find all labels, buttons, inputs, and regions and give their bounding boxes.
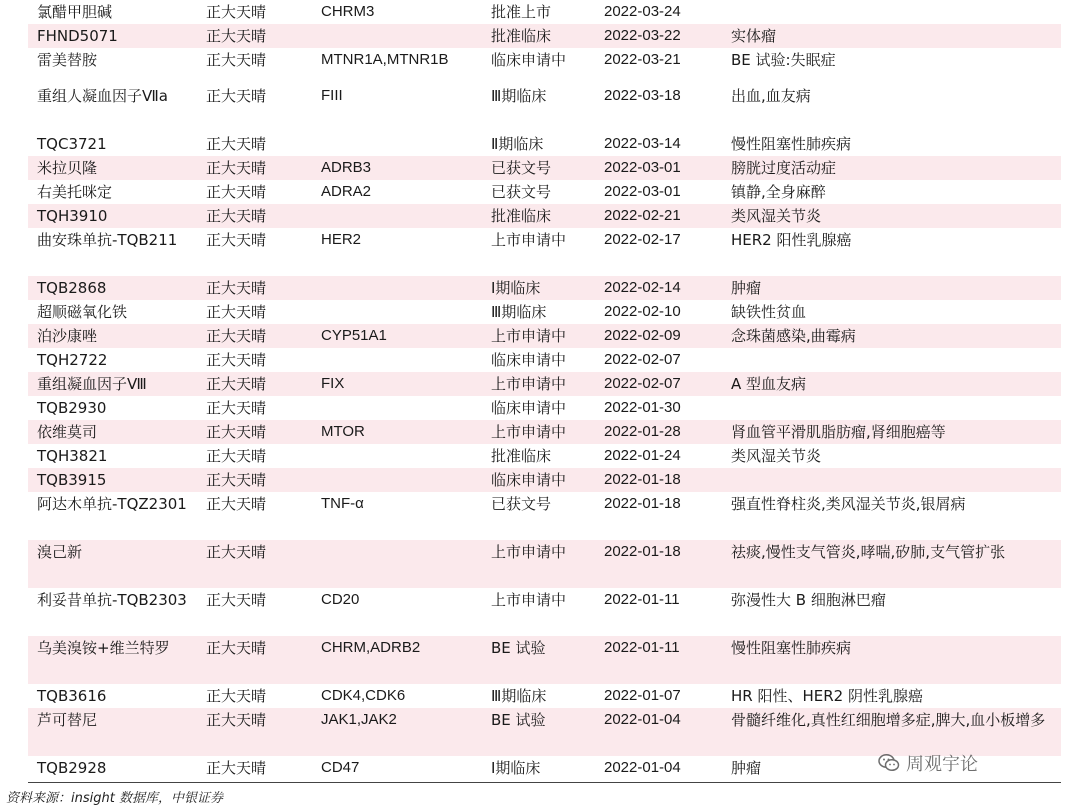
company-cell: 正大天晴	[198, 708, 313, 756]
indication-cell	[723, 348, 1061, 372]
date-cell: 2022-02-21	[596, 204, 723, 228]
drug-name-cell: 雷美替胺	[37, 51, 98, 69]
company-cell: 正大天晴	[198, 372, 313, 396]
company-cell: 正大天晴	[206, 495, 267, 513]
indication-cell: A 型血友病	[723, 372, 1061, 396]
table-row	[28, 204, 1061, 228]
table-row	[28, 324, 1061, 348]
drug-name-cell: TQH2722	[37, 351, 108, 369]
date-cell: 2022-01-04	[596, 708, 723, 756]
target-cell	[313, 540, 483, 588]
date-cell: 2022-01-28	[596, 420, 723, 444]
stage-cell: 批准临床	[483, 204, 596, 228]
table-row	[28, 180, 1061, 204]
date-cell: 2022-01-24	[604, 447, 681, 464]
indication-cell	[723, 396, 1061, 420]
drug-name-cell: 重组凝血因子Ⅷ	[28, 372, 198, 396]
drug-name-cell: 米拉贝隆	[28, 156, 198, 180]
wechat-watermark	[878, 750, 978, 776]
date-cell: 2022-01-11	[604, 591, 680, 608]
target-cell: CD20	[321, 591, 360, 608]
indication-cell: 慢性阻塞性肺疾病	[723, 636, 1061, 684]
indication-cell	[723, 0, 1061, 24]
stage-cell: 上市申请中	[483, 324, 596, 348]
table-row	[28, 708, 1061, 756]
company-cell: 正大天晴	[206, 591, 267, 609]
company-cell: 正大天晴	[206, 759, 267, 777]
indication-cell: 祛痰,慢性支气管炎,哮喘,矽肺,支气管扩张	[723, 540, 1061, 588]
company-cell: 正大天晴	[206, 51, 267, 69]
target-cell: CYP51A1	[313, 324, 483, 348]
table-row	[28, 0, 1061, 24]
table-row	[28, 588, 1061, 636]
stage-cell: Ⅲ期临床	[491, 687, 547, 705]
company-cell: 正大天晴	[198, 204, 313, 228]
stage-cell: 已获文号	[491, 495, 552, 513]
source-note: 资料来源：insight 数据库，中银证券	[6, 791, 223, 806]
date-cell: 2022-03-01	[604, 183, 681, 200]
indication-cell: 骨髓纤维化,真性红细胞增多症,脾大,血小板增多	[723, 708, 1061, 756]
drug-name-cell: TQB2928	[37, 759, 107, 777]
company-cell: 正大天晴	[198, 324, 313, 348]
date-cell: 2022-02-10	[604, 303, 681, 320]
indication-cell: 类风湿关节炎	[731, 447, 822, 465]
drug-name-cell: TQB2868	[28, 276, 198, 300]
target-cell: JAK1,JAK2	[313, 708, 483, 756]
target-cell: MTOR	[313, 420, 483, 444]
date-cell: 2022-03-21	[604, 51, 681, 68]
company-cell: 正大天晴	[198, 636, 313, 684]
stage-cell: 上市申请中	[483, 372, 596, 396]
stage-cell: 临床申请中	[491, 351, 567, 369]
stage-cell: BE 试验	[483, 636, 596, 684]
indication-cell: 念珠菌感染,曲霉病	[723, 324, 1061, 348]
table-row	[28, 684, 1061, 708]
indication-cell: 肿瘤	[731, 759, 762, 777]
stage-cell: 上市申请中	[491, 231, 567, 249]
drug-name-cell: TQC3721	[37, 135, 107, 153]
drug-name-cell: 氯醋甲胆碱	[37, 3, 113, 21]
indication-cell	[723, 468, 1061, 492]
company-cell: 正大天晴	[198, 24, 313, 48]
date-cell: 2022-01-30	[604, 399, 681, 416]
date-cell: 2022-03-18	[604, 87, 681, 104]
date-cell: 2022-02-07	[604, 351, 681, 368]
target-cell: ADRB3	[313, 156, 483, 180]
date-cell: 2022-03-24	[604, 3, 681, 20]
company-cell: 正大天晴	[198, 156, 313, 180]
target-cell	[313, 204, 483, 228]
drug-pipeline-table	[28, 0, 1061, 780]
table-row	[28, 300, 1061, 324]
company-cell: 正大天晴	[206, 183, 267, 201]
drug-name-cell: TQB3915	[28, 468, 198, 492]
indication-cell: 肿瘤	[723, 276, 1061, 300]
company-cell: 正大天晴	[206, 3, 267, 21]
table-row	[28, 48, 1061, 84]
stage-cell: 临床申请中	[483, 468, 596, 492]
stage-cell: 上市申请中	[491, 591, 567, 609]
table-row	[28, 396, 1061, 420]
table-row	[28, 276, 1061, 300]
date-cell: 2022-01-04	[604, 759, 681, 776]
target-cell: HER2	[321, 231, 362, 248]
date-cell: 2022-02-07	[596, 372, 723, 396]
company-cell: 正大天晴	[206, 687, 267, 705]
company-cell: 正大天晴	[206, 135, 267, 153]
drug-name-cell: 阿达木单抗-TQZ2301	[37, 495, 187, 513]
company-cell: 正大天晴	[198, 540, 313, 588]
target-cell: ADRA2	[321, 183, 372, 200]
target-cell: CD47	[321, 759, 360, 776]
stage-cell: Ⅲ期临床	[491, 87, 547, 105]
stage-cell: 已获文号	[483, 156, 596, 180]
date-cell: 2022-01-11	[596, 636, 723, 684]
indication-cell: 类风湿关节炎	[723, 204, 1061, 228]
drug-name-cell: 溴己新	[28, 540, 198, 588]
table-row	[28, 228, 1061, 276]
target-cell: TNF-α	[321, 495, 364, 512]
table-row	[28, 348, 1061, 372]
drug-name-cell: FHND5071	[28, 24, 198, 48]
table-row	[28, 24, 1061, 48]
drug-name-cell: 芦可替尼	[28, 708, 198, 756]
date-cell: 2022-02-17	[604, 231, 681, 248]
date-cell: 2022-01-18	[596, 468, 723, 492]
target-cell	[313, 348, 483, 372]
company-cell: 正大天晴	[206, 303, 267, 321]
bottom-rule	[28, 782, 1061, 783]
date-cell: 2022-01-18	[596, 540, 723, 588]
wechat-icon	[878, 753, 900, 773]
date-cell: 2022-02-14	[596, 276, 723, 300]
target-cell	[313, 300, 483, 324]
drug-name-cell: 乌美溴铵+维兰特罗	[28, 636, 198, 684]
stage-cell: Ⅱ期临床	[491, 135, 544, 153]
stage-cell: 上市申请中	[483, 540, 596, 588]
company-cell: 正大天晴	[198, 420, 313, 444]
table-row	[28, 468, 1061, 492]
stage-cell: 临床申请中	[491, 399, 567, 417]
stage-cell: BE 试验	[483, 708, 596, 756]
date-cell: 2022-01-18	[604, 495, 681, 512]
date-cell: 2022-03-14	[604, 135, 681, 152]
table-row	[28, 372, 1061, 396]
table-row	[28, 132, 1061, 156]
stage-cell: 临床申请中	[491, 51, 567, 69]
indication-cell: 强直性脊柱炎,类风湿关节炎,银屑病	[731, 495, 966, 513]
indication-cell: HER2 阳性乳腺癌	[731, 231, 852, 249]
drug-name-cell: 曲安珠单抗-TQB211	[37, 231, 178, 249]
target-cell	[313, 276, 483, 300]
indication-cell: 慢性阻塞性肺疾病	[731, 135, 852, 153]
table-row	[28, 492, 1061, 540]
drug-name-cell: 泊沙康唑	[28, 324, 198, 348]
target-cell	[313, 444, 483, 468]
target-cell	[313, 24, 483, 48]
target-cell	[313, 396, 483, 420]
company-cell: 正大天晴	[206, 87, 267, 105]
drug-name-cell: TQH3821	[37, 447, 108, 465]
drug-name-cell: TQH3910	[28, 204, 198, 228]
date-cell: 2022-03-01	[596, 156, 723, 180]
stage-cell: 批准临床	[483, 24, 596, 48]
watermark-text: 周观宇论	[906, 754, 978, 775]
company-cell: 正大天晴	[206, 447, 267, 465]
company-cell: 正大天晴	[198, 468, 313, 492]
company-cell: 正大天晴	[206, 351, 267, 369]
drug-name-cell: 超顺磁氧化铁	[37, 303, 128, 321]
stage-cell: Ⅰ期临床	[491, 759, 541, 777]
indication-cell: 实体瘤	[723, 24, 1061, 48]
indication-cell: 弥漫性大 B 细胞淋巴瘤	[731, 591, 886, 609]
table-body	[28, 0, 1061, 780]
stage-cell: 上市申请中	[483, 420, 596, 444]
indication-cell: 肾血管平滑肌脂肪瘤,肾细胞癌等	[723, 420, 1061, 444]
table-row	[28, 636, 1061, 684]
stage-cell: 已获文号	[491, 183, 552, 201]
company-cell: 正大天晴	[206, 399, 267, 417]
drug-name-cell: 重组人凝血因子Ⅶa	[37, 87, 168, 105]
stage-cell: 批准临床	[491, 447, 552, 465]
indication-cell: BE 试验:失眠症	[731, 51, 836, 69]
target-cell: CHRM,ADRB2	[313, 636, 483, 684]
table-row	[28, 420, 1061, 444]
drug-name-cell: 右美托咪定	[37, 183, 113, 201]
target-cell: FIII	[321, 87, 343, 104]
company-cell: 正大天晴	[198, 276, 313, 300]
table-row	[28, 156, 1061, 180]
target-cell	[313, 468, 483, 492]
stage-cell: Ⅲ期临床	[491, 303, 547, 321]
company-cell: 正大天晴	[206, 231, 267, 249]
target-cell: FIX	[313, 372, 483, 396]
target-cell: MTNR1A,MTNR1B	[321, 51, 449, 68]
table-row	[28, 84, 1061, 132]
drug-name-cell: 依维莫司	[28, 420, 198, 444]
table-row	[28, 540, 1061, 588]
indication-cell: 出血,血友病	[731, 87, 811, 105]
stage-cell: Ⅰ期临床	[483, 276, 596, 300]
indication-cell: 缺铁性贫血	[731, 303, 807, 321]
indication-cell: 镇静,全身麻醉	[731, 183, 826, 201]
target-cell	[313, 132, 483, 156]
target-cell: CHRM3	[321, 3, 375, 20]
indication-cell: HR 阳性、HER2 阴性乳腺癌	[731, 687, 923, 705]
target-cell: CDK4,CDK6	[321, 687, 406, 704]
table-row	[28, 444, 1061, 468]
date-cell: 2022-01-07	[604, 687, 681, 704]
drug-name-cell: 利妥昔单抗-TQB2303	[37, 591, 187, 609]
date-cell: 2022-02-09	[596, 324, 723, 348]
stage-cell: 批准上市	[491, 3, 552, 21]
drug-name-cell: TQB2930	[37, 399, 107, 417]
drug-name-cell: TQB3616	[37, 687, 107, 705]
indication-cell: 膀胱过度活动症	[723, 156, 1061, 180]
date-cell: 2022-03-22	[596, 24, 723, 48]
